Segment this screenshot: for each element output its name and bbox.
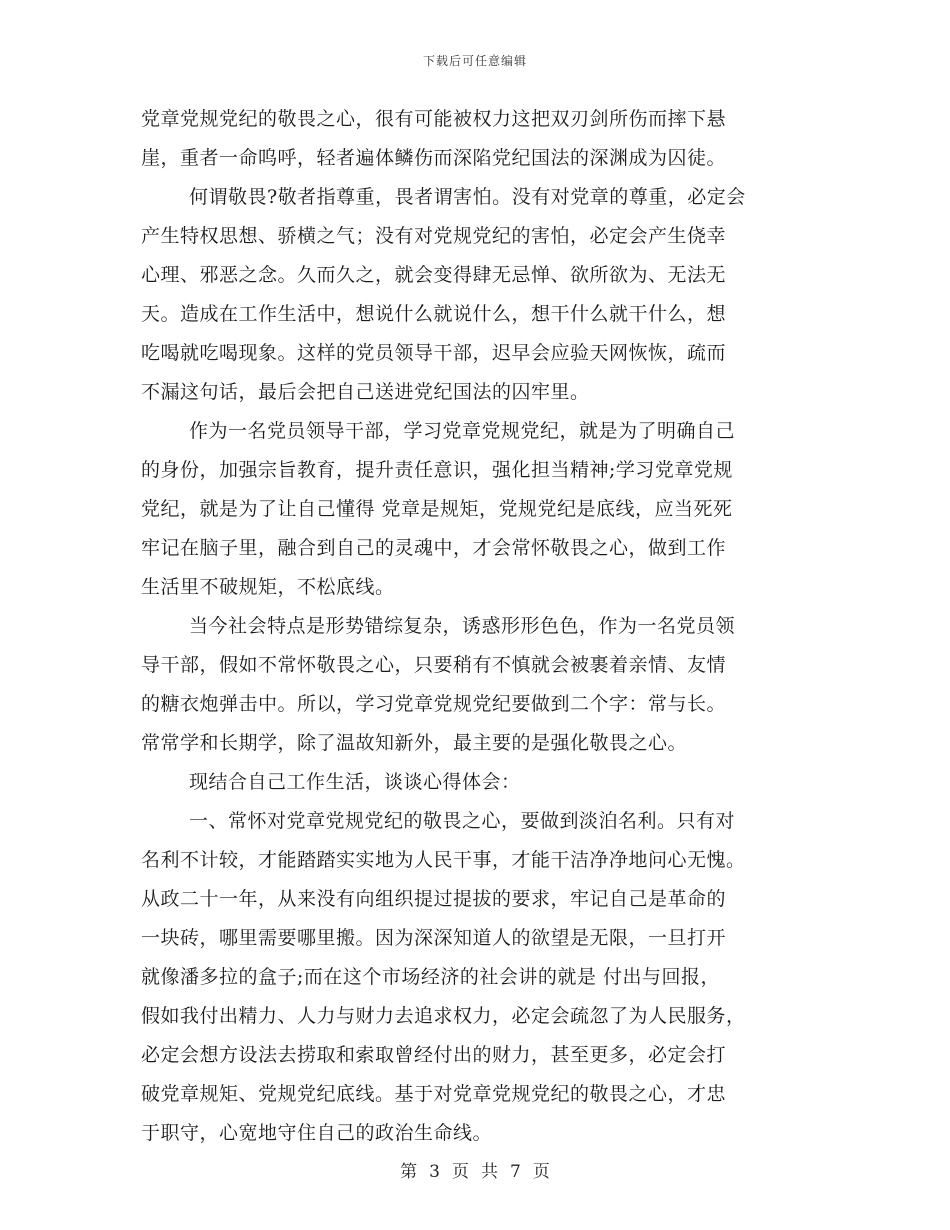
text-line: 党纪，就是为了让自己懂得 党章是规矩，党规党纪是底线，应当死死 xyxy=(141,498,733,520)
footer-ye-end: 页 xyxy=(532,1162,550,1182)
text-line: 不漏这句话，最后会把自己送进党纪国法的囚牢里。 xyxy=(141,381,590,403)
text-line: 一、常怀对党章党规党纪的敬畏之心，要做到淡泊名利。只有对 xyxy=(189,810,736,832)
text-line: 生活里不破规矩，不松底线。 xyxy=(141,576,395,598)
text-line: 常常学和长期学，除了温故知新外，最主要的是强化敬畏之心。 xyxy=(141,732,688,754)
text-line: 党章党规党纪的敬畏之心，很有可能被权力这把双刃剑所伤而摔下悬 xyxy=(141,108,727,130)
text-line: 产生特权思想、骄横之气；没有对党规党纪的害怕，必定会产生侥幸 xyxy=(141,225,727,247)
text-line: 牢记在脑子里，融合到自己的灵魂中，才会常怀敬畏之心，做到工作 xyxy=(141,537,727,559)
text-line: 当今社会特点是形势错综复杂，诱惑形形色色，作为一名党员领 xyxy=(189,615,736,637)
text-line: 破党章规矩、党规党纪底线。基于对党章党规党纪的敬畏之心，才忠 xyxy=(141,1083,727,1105)
text-line: 从政二十一年，从来没有向组织提过提拔的要求，牢记自己是革命的 xyxy=(141,888,727,910)
text-line: 必定会想方设法去捞取和索取曾经付出的财力，甚至更多，必定会打 xyxy=(141,1044,727,1066)
document-body xyxy=(141,100,809,1153)
text-line: 的身份，加强宗旨教育，提升责任意识，强化担当精神;学习党章党规 xyxy=(141,459,733,481)
text-line: 就像潘多拉的盒子;而在这个市场经济的社会讲的就是 付出与回报， xyxy=(141,966,720,988)
text-line: 于职守，心宽地守住自己的政治生命线。 xyxy=(141,1122,493,1144)
text-line: 崖，重者一命呜呼，轻者遍体鳞伤而深陷党纪国法的深渊成为囚徒。 xyxy=(141,147,727,169)
text-line: 心理、邪恶之念。久而久之，就会变得肆无忌惮、欲所欲为、无法无 xyxy=(141,264,727,286)
text-line: 名利不计较，才能踏踏实实地为人民干事，才能干洁净净地问心无愧。 xyxy=(141,849,746,871)
text-line: 何谓敬畏?敬者指尊重，畏者谓害怕。没有对党章的尊重，必定会 xyxy=(189,186,746,208)
footer-di: 第 xyxy=(400,1162,418,1182)
text-line: 现结合自己工作生活，谈谈心得体会： xyxy=(189,771,521,793)
page-header: 下载后可任意编辑 xyxy=(422,54,527,68)
text-line: 作为一名党员领导干部，学习党章党规党纪，就是为了明确自己 xyxy=(189,420,736,442)
text-line: 天。造成在工作生活中，想说什么就说什么，想干什么就干什么，想 xyxy=(141,303,727,325)
text-line: 一块砖，哪里需要哪里搬。因为深深知道人的欲望是无限，一旦打开 xyxy=(141,927,727,949)
text-line: 假如我付出精力、人力与财力去追求权力，必定会疏忽了为人民服务， xyxy=(141,1005,746,1027)
footer-page-number: 3 xyxy=(429,1162,440,1182)
text-line: 吃喝就吃喝现象。这样的党员领导干部，迟早会应验天网恢恢，疏而 xyxy=(141,342,727,364)
page-footer xyxy=(0,1157,950,1182)
footer-gong: 共 xyxy=(481,1162,498,1182)
text-line: 的糖衣炮弹击中。所以，学习党章党规党纪要做到二个字：常与长。 xyxy=(141,693,727,715)
text-line: 导干部，假如不常怀敬畏之心，只要稍有不慎就会被裹着亲情、友情 xyxy=(141,654,727,676)
footer-total-pages: 7 xyxy=(510,1162,521,1182)
footer-ye: 页 xyxy=(452,1162,469,1182)
